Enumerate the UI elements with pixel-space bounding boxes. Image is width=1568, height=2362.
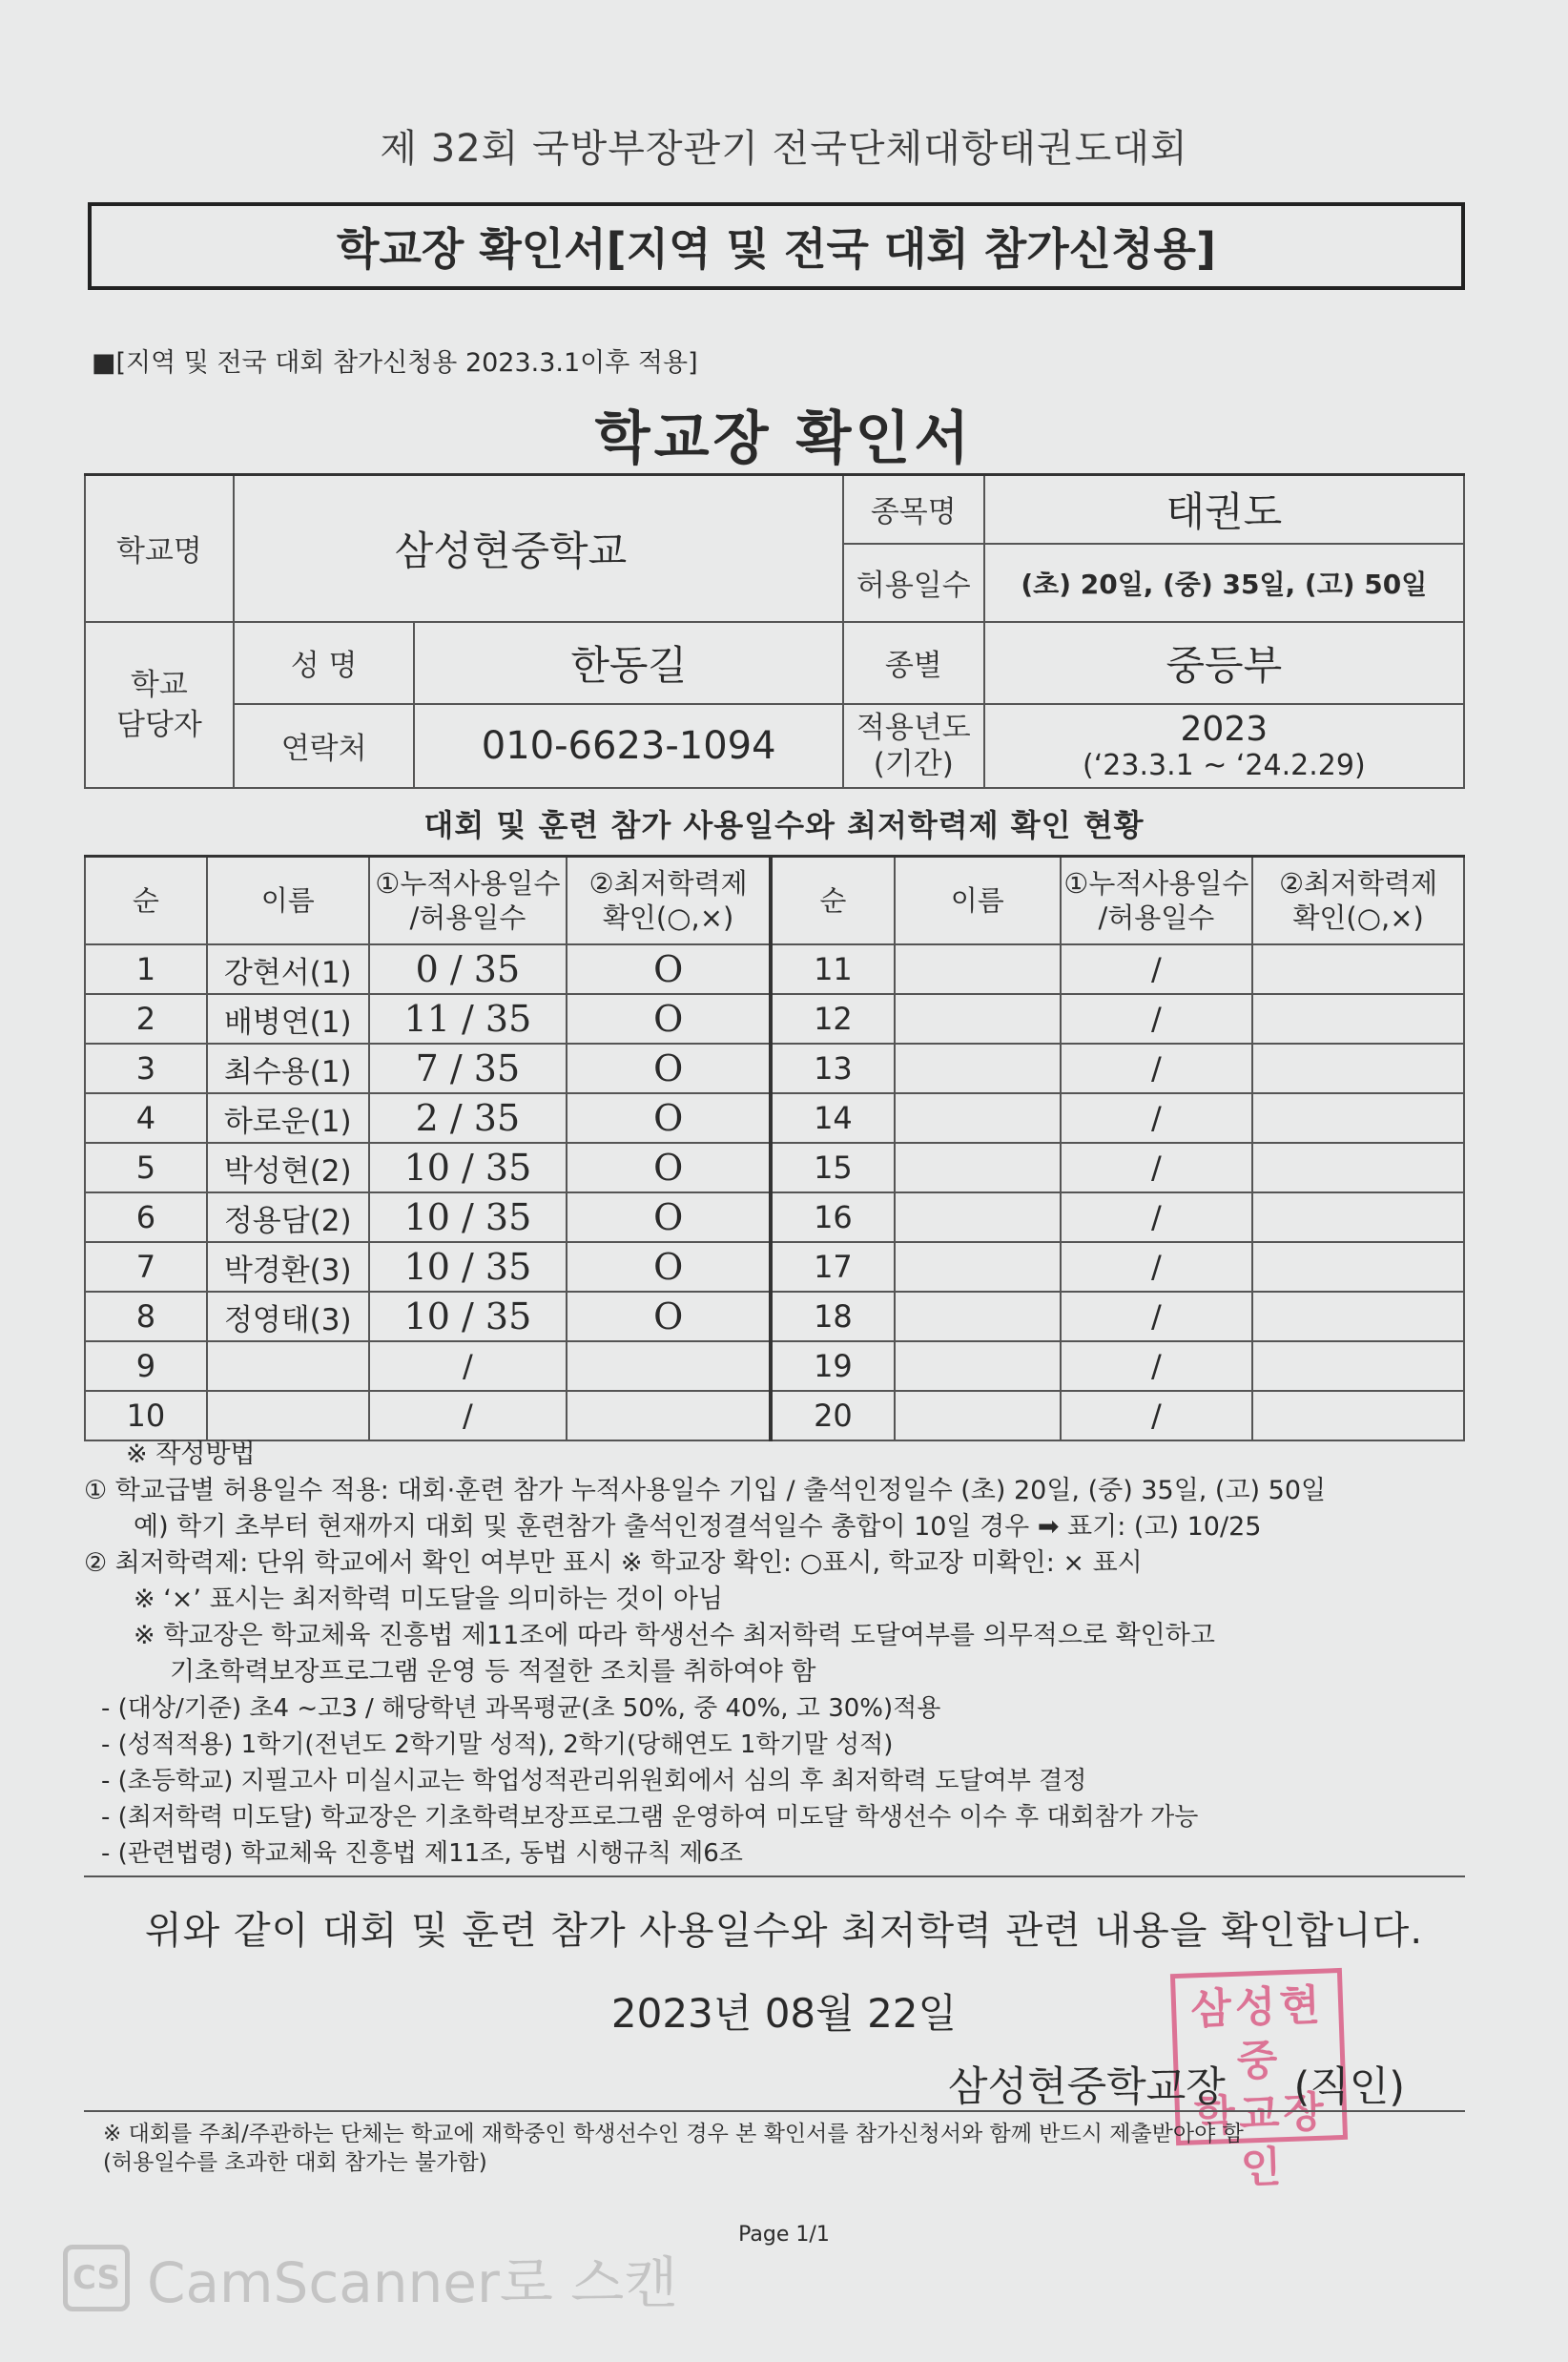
school-name-value: 삼성현중학교 [234, 475, 843, 622]
writing-method [84, 1437, 1465, 1872]
header-days: ①누적사용일수 /허용일수 [369, 857, 567, 945]
row-days-2: / [1061, 1391, 1253, 1440]
header-no-2: 순 [771, 857, 895, 945]
apply-note: ■[지역 및 전국 대회 참가신청용 2023.3.1이후 적용] [92, 348, 698, 378]
row-no-2: 11 [771, 944, 895, 994]
contact-value: 010-6623-1094 [414, 704, 842, 788]
header-academic-2: ②최저학력제 확인(○,×) [1252, 857, 1464, 945]
method-line: 기초학력보장프로그램 운영 등 적절한 조치를 취하여야 함 [170, 1657, 816, 1687]
row-no: 9 [85, 1341, 207, 1391]
row-days-2: / [1061, 1192, 1253, 1242]
year-value: 2023 [1180, 709, 1269, 749]
year-cell [984, 704, 1464, 788]
row-mark-2 [1252, 1292, 1464, 1341]
row-days: 0 / 35 [369, 944, 567, 994]
row-mark-2 [1252, 1391, 1464, 1440]
row-mark: O [567, 1242, 771, 1292]
seal-suffix: (직인) [1293, 2063, 1406, 2111]
row-name: 배병연(1) [207, 994, 369, 1044]
row-no: 5 [85, 1143, 207, 1192]
method-heading: ※ 작성방법 [126, 1440, 256, 1469]
roster-table [84, 855, 1465, 1441]
table-row [85, 994, 1464, 1044]
row-mark-2 [1252, 1093, 1464, 1143]
issue-date: 2023년 08월 22일 [610, 1990, 958, 2037]
table-row [85, 1292, 1464, 1341]
division-value: 중등부 [984, 622, 1464, 704]
row-mark: O [567, 1044, 771, 1093]
year-period: (‘23.3.1 ~ ‘24.2.29) [1083, 748, 1366, 782]
row-days: / [369, 1391, 567, 1440]
row-days-2: / [1061, 1044, 1253, 1093]
row-name-2 [895, 1391, 1061, 1440]
divider [84, 1875, 1465, 1877]
method-line: - (대상/기준) 초4 ~고3 / 해당학년 과목평균(초 50%, 중 40%, 고 30%)적용 [101, 1694, 941, 1723]
row-no-2: 13 [771, 1044, 895, 1093]
row-name-2 [895, 1242, 1061, 1292]
row-days: 10 / 35 [369, 1192, 567, 1242]
manager-name-label: 성 명 [234, 622, 415, 704]
row-mark [567, 1341, 771, 1391]
event-label: 종목명 [843, 475, 984, 544]
year-label: 적용년도 (기간) [843, 704, 984, 788]
school-info-table [84, 473, 1465, 789]
table-row [85, 1341, 1464, 1391]
page-number: Page 1/1 [738, 2223, 830, 2247]
row-name: 박경환(3) [207, 1242, 369, 1292]
row-days-2: / [1061, 1093, 1253, 1143]
method-line: - (관련법령) 학교체육 진흥법 제11조, 동법 시행규칙 제6조 [101, 1839, 743, 1868]
row-no-2: 17 [771, 1242, 895, 1292]
row-mark-2 [1252, 1242, 1464, 1292]
row-no: 8 [85, 1292, 207, 1341]
manager-label: 학교 담당자 [85, 622, 234, 788]
table-row [85, 1242, 1464, 1292]
row-name-2 [895, 944, 1061, 994]
row-name: 정영태(3) [207, 1292, 369, 1341]
form-title: 학교장 확인서[지역 및 전국 대회 참가신청용] [88, 202, 1465, 290]
table-row [85, 1192, 1464, 1242]
signer-name: 삼성현중학교장 [948, 2063, 1226, 2111]
row-no-2: 12 [771, 994, 895, 1044]
row-no: 10 [85, 1391, 207, 1440]
row-no: 3 [85, 1044, 207, 1093]
row-days: 2 / 35 [369, 1093, 567, 1143]
row-days: 10 / 35 [369, 1292, 567, 1341]
header-no: 순 [85, 857, 207, 945]
allow-days-value: (초) 20일, (중) 35일, (고) 50일 [984, 544, 1464, 622]
row-no-2: 16 [771, 1192, 895, 1242]
division-label: 종별 [843, 622, 984, 704]
row-name: 강현서(1) [207, 944, 369, 994]
row-name: 최수용(1) [207, 1044, 369, 1093]
row-no: 7 [85, 1242, 207, 1292]
row-no: 1 [85, 944, 207, 994]
row-days: 7 / 35 [369, 1044, 567, 1093]
allow-days-label: 허용일수 [843, 544, 984, 622]
row-mark: O [567, 1192, 771, 1242]
row-days: 10 / 35 [369, 1242, 567, 1292]
row-name-2 [895, 1044, 1061, 1093]
row-mark-2 [1252, 1044, 1464, 1093]
row-name: 정용담(2) [207, 1192, 369, 1242]
event-value: 태권도 [984, 475, 1464, 544]
row-mark: O [567, 944, 771, 994]
row-days-2: / [1061, 994, 1253, 1044]
table-row [85, 1143, 1464, 1192]
method-line: 예) 학기 초부터 현재까지 대회 및 훈련참가 출석인정결석일수 총합이 10일 경우 ➡ 표기: (고) 10/25 [134, 1512, 1262, 1542]
row-name [207, 1391, 369, 1440]
row-mark: O [567, 1143, 771, 1192]
row-days: / [369, 1341, 567, 1391]
footnote: ※ 대회를 주최/주관하는 단체는 학교에 재학중인 학생선수인 경우 본 확인서를 참가신청서와 함께 반드시 제출받아야 함 (허용일수를 초과한 대회 참가는 불가함) [103, 2122, 1244, 2175]
row-name-2 [895, 1341, 1061, 1391]
contact-label: 연락처 [234, 704, 415, 788]
row-name-2 [895, 1143, 1061, 1192]
method-line: - (최저학력 미도달) 학교장은 기초학력보장프로그램 운영하여 미도달 학생선수 이수 후 대회참가 가능 [101, 1803, 1199, 1832]
table-row [85, 944, 1464, 994]
signature-line [948, 2055, 1405, 2113]
row-no-2: 15 [771, 1143, 895, 1192]
header-name: 이름 [207, 857, 369, 945]
row-mark-2 [1252, 1192, 1464, 1242]
camscanner-logo-icon: CS [63, 2245, 130, 2311]
method-line: ※ 학교장은 학교체육 진흥법 제11조에 따라 학생선수 최저학력 도달여부를 의무적으로 확인하고 [134, 1621, 1215, 1650]
method-line: ※ ‘×’ 표시는 최저학력 미도달을 의미하는 것이 아님 [134, 1585, 724, 1614]
manager-name-value: 한동길 [414, 622, 842, 704]
document-title: 학교장 확인서 [594, 405, 974, 472]
header-days-2: ①누적사용일수 /허용일수 [1061, 857, 1253, 945]
school-name-label: 학교명 [85, 475, 234, 622]
row-mark-2 [1252, 1341, 1464, 1391]
method-line: ② 최저학력제: 단위 학교에서 확인 여부만 표시 ※ 학교장 확인: ○표시, 학교장 미확인: × 표시 [84, 1548, 1143, 1578]
watermark-text: CamScanner로 스캔 [147, 2250, 678, 2315]
row-no: 2 [85, 994, 207, 1044]
status-title: 대회 및 훈련 참가 사용일수와 최저학력제 확인 현황 [423, 807, 1145, 843]
row-no-2: 18 [771, 1292, 895, 1341]
event-title: 제 32회 국방부장관기 전국단체대항태권도대회 [380, 127, 1188, 171]
row-days: 11 / 35 [369, 994, 567, 1044]
table-row [85, 1093, 1464, 1143]
row-days-2: / [1061, 944, 1253, 994]
row-mark: O [567, 994, 771, 1044]
row-no: 6 [85, 1192, 207, 1242]
official-seal: 삼성현중 학교장인 [1170, 1968, 1348, 2145]
row-mark-2 [1252, 994, 1464, 1044]
row-days-2: / [1061, 1341, 1253, 1391]
row-name: 하로운(1) [207, 1093, 369, 1143]
table-row [85, 1044, 1464, 1093]
row-days-2: / [1061, 1143, 1253, 1192]
row-mark: O [567, 1093, 771, 1143]
method-line: - (성적적용) 1학기(전년도 2학기말 성적), 2학기(당해연도 1학기말 성적) [101, 1730, 894, 1759]
row-name-2 [895, 994, 1061, 1044]
row-no-2: 14 [771, 1093, 895, 1143]
row-name [207, 1341, 369, 1391]
row-name-2 [895, 1093, 1061, 1143]
row-no: 4 [85, 1093, 207, 1143]
row-name: 박성현(2) [207, 1143, 369, 1192]
row-no-2: 20 [771, 1391, 895, 1440]
row-days-2: / [1061, 1292, 1253, 1341]
row-name-2 [895, 1292, 1061, 1341]
row-days-2: / [1061, 1242, 1253, 1292]
row-mark-2 [1252, 1143, 1464, 1192]
divider [84, 2110, 1465, 2112]
row-mark: O [567, 1292, 771, 1341]
scanner-watermark [63, 2238, 677, 2318]
row-days: 10 / 35 [369, 1143, 567, 1192]
table-row [85, 1391, 1464, 1440]
confirm-statement: 위와 같이 대회 및 훈련 참가 사용일수와 최저학력 관련 내용을 확인합니다. [144, 1909, 1424, 1953]
row-mark-2 [1252, 944, 1464, 994]
header-academic: ②최저학력제 확인(○,×) [567, 857, 771, 945]
method-line: ① 학교급별 허용일수 적용: 대회·훈련 참가 누적사용일수 기입 / 출석인정일수 (초) 20일, (중) 35일, (고) 50일 [84, 1476, 1327, 1505]
row-no-2: 19 [771, 1341, 895, 1391]
method-line: - (초등학교) 지필고사 미실시교는 학업성적관리위원회에서 심의 후 최저학력 도달여부 결정 [101, 1767, 1087, 1795]
header-name-2: 이름 [895, 857, 1061, 945]
row-mark [567, 1391, 771, 1440]
row-name-2 [895, 1192, 1061, 1242]
